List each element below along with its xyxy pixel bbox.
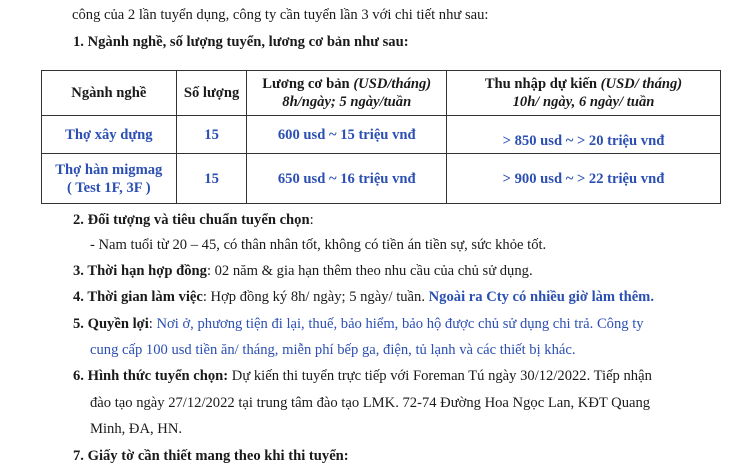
section-5-title: 5. Quyền lợi <box>73 316 149 332</box>
section-4-highlight: Ngoài ra Cty có nhiều giờ làm thêm. <box>428 289 654 305</box>
table-row <box>42 154 721 204</box>
section-5-line-1 <box>73 315 723 333</box>
section-4-title: 4. Thời gian làm việc <box>73 289 203 305</box>
section-5-colon: : <box>148 316 157 332</box>
row-2-income: > 900 usd ~ > 22 triệu vnđ <box>446 154 720 204</box>
row-1-income <box>446 116 720 154</box>
section-5-text-2: cung cấp 100 usd tiền ăn/ tháng, miễn phí bếp ga, điện, tủ lạnh và các thiết bị khác. <box>90 342 576 358</box>
table-header-row <box>42 71 721 116</box>
header-income-label: Thu nhập dự kiến <box>484 76 601 92</box>
row-1-income-value: > 850 usd ~ > 20 triệu vnđ <box>502 133 665 149</box>
section-6-title: 6. Hình thức tuyển chọn: <box>73 368 229 384</box>
section-5-text-1: Nơi ở, phương tiện đi lại, thuế, bảo hiểm, bảo hộ được chủ sử dụng chi trả. Công ty <box>156 316 644 332</box>
section-4-text: : Hợp đồng ký 8h/ ngày; 5 ngày/ tuần. <box>202 289 429 305</box>
header-salary-label: Lương cơ bản <box>262 76 354 92</box>
section-2-title: 2. Đối tượng và tiêu chuẩn tuyển chọn <box>73 212 310 228</box>
row-1-job: Thợ xây dựng <box>42 116 177 154</box>
row-2-job-test: ( Test 1F, 3F ) <box>66 179 151 196</box>
header-qty: Số lượng <box>176 71 247 116</box>
section-6-line-1 <box>73 367 652 385</box>
intro-text: công của 2 lần tuyển dụng, công ty cần tuyển lần 3 với chi tiết như sau: <box>72 7 489 23</box>
table-row <box>42 116 721 154</box>
section-4 <box>73 288 654 306</box>
header-salary-unit: (USD/tháng) <box>353 76 432 92</box>
section-2-bullet: - Nam tuổi từ 20 – 45, có thân nhân tốt, không có tiền án tiền sự, sức khỏe tốt. <box>90 237 547 253</box>
section-6-text-3: Minh, ĐA, HN. <box>90 421 183 437</box>
section-2-colon: : <box>309 212 314 228</box>
header-salary-hours: 8h/ngày; 5 ngày/tuần <box>282 94 412 110</box>
row-2-job <box>42 154 177 204</box>
section-1-title: 1. Ngành nghề, số lượng tuyển, lương cơ bản như sau: <box>73 34 409 50</box>
header-income <box>446 71 720 116</box>
section-3-title: 3. Thời hạn hợp đồng <box>73 263 207 279</box>
row-2-job-name: Thợ hàn migmag <box>55 161 163 178</box>
header-job: Ngành nghề <box>42 71 177 116</box>
jobs-table <box>41 70 721 204</box>
header-income-unit: (USD/ tháng) <box>600 76 683 92</box>
section-2 <box>73 211 314 229</box>
header-salary <box>247 71 447 116</box>
row-2-salary: 650 usd ~ 16 triệu vnđ <box>247 154 447 204</box>
row-2-qty: 15 <box>176 154 247 204</box>
header-income-hours: 10h/ ngày, 6 ngày/ tuần <box>512 94 655 110</box>
section-6-text-1: Dự kiến thi tuyển trực tiếp với Foreman Tú ngày 30/12/2022. Tiếp nhận <box>228 368 652 384</box>
section-6-text-2: đào tạo ngày 27/12/2022 tại trung tâm đào tạo LMK. 72-74 Đường Hoa Ngọc Lan, KĐT Quang <box>90 395 651 411</box>
section-7-title: 7. Giấy tờ cần thiết mang theo khi thi tuyển: <box>73 448 349 464</box>
section-3-text: : 02 năm & gia hạn thêm theo nhu cầu của chủ sử dụng. <box>206 263 533 279</box>
row-1-qty: 15 <box>176 116 247 154</box>
row-1-salary: 600 usd ~ 15 triệu vnđ <box>247 116 447 154</box>
section-3 <box>73 262 533 280</box>
